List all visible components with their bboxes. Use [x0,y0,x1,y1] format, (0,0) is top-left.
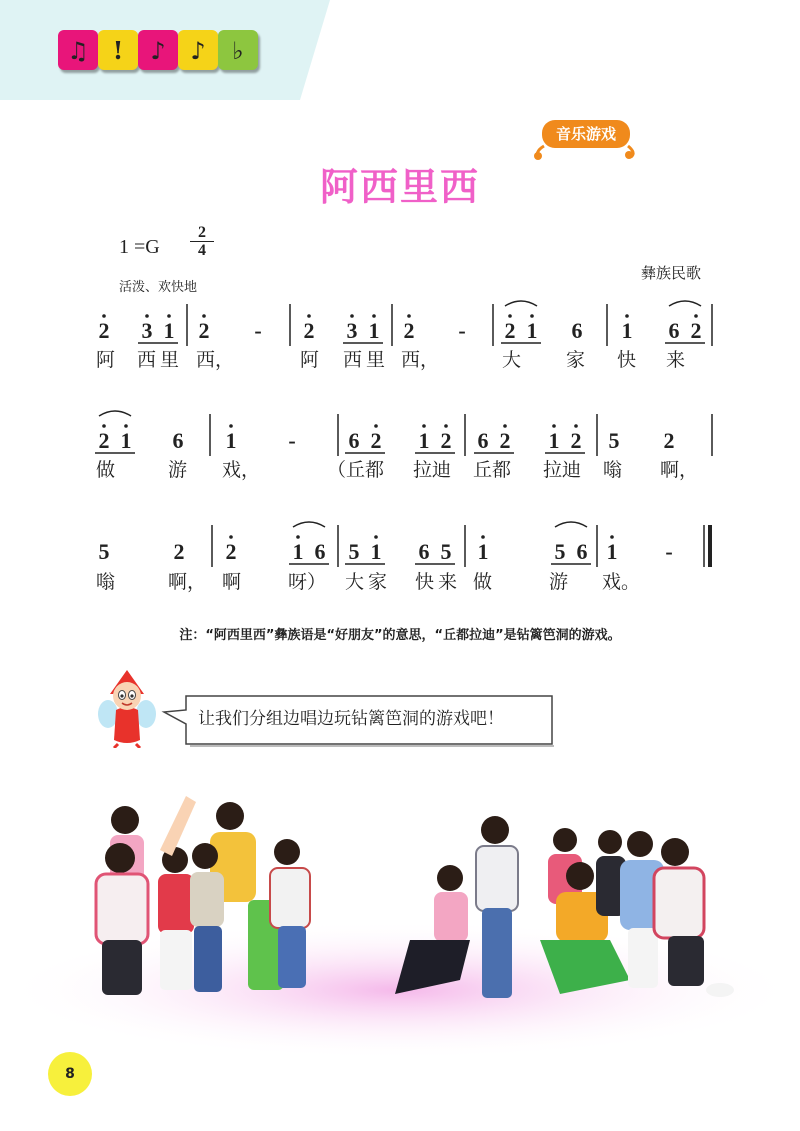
note: 2 [225,539,237,564]
note: - [458,318,466,343]
logo-tile-5: ♭ [218,30,258,70]
lyric: 做 [473,571,493,593]
song-title: 阿西里西 [319,165,480,209]
lyric: 啊 [222,571,242,593]
lyric: 啊， [168,571,207,593]
children-playing-photo [0,780,800,1070]
page-number: 8 [48,1052,92,1096]
note: 1 [621,318,633,343]
note: 5 [608,428,620,453]
lyric: 来 [666,349,686,371]
note: 1 [526,318,538,343]
note: 2 [570,428,582,453]
note: 2 [173,539,185,564]
note: 2 [98,428,110,453]
time-signature-top: 2 [198,224,206,241]
note: 2 [303,318,315,343]
note: 5 [440,539,452,564]
footnote: 注：“阿西里西”彝族语是“好朋友”的意思，“丘都拉迪”是钻篱笆洞的游戏。 [179,628,621,643]
score-line-3 [0,523,800,573]
lyric: 呀） [288,571,327,593]
lyric: 阿 [96,349,116,371]
lyric: 嗡 [96,571,116,593]
note: 5 [348,539,360,564]
time-signature [190,224,214,259]
lyric: 快 [617,349,637,371]
lyric: 西里 [137,349,184,371]
lyric: 啊， [660,459,699,481]
lyric: 西， [196,349,235,371]
key-signature: 1 =G [119,236,160,258]
lyric: 西里 [343,349,390,371]
section-tag: 音乐游戏 [555,125,616,143]
note: 6 [314,539,326,564]
note: 2 [98,318,110,343]
lyric: 拉迪 [413,459,452,481]
time-signature-bottom: 4 [190,241,214,259]
speech-bubble-text: 让我们分组边唱边玩钻篱笆洞的游戏吧！ [198,709,504,729]
song-origin: 彝族民歌 [641,264,702,282]
lyric: 丘都 [473,459,512,481]
note: - [665,539,673,564]
note: 6 [576,539,588,564]
note: 6 [418,539,430,564]
note: 2 [690,318,702,343]
score-line-1 [0,302,800,352]
note: 5 [98,539,110,564]
logo-tile-1: ♫ [58,30,98,70]
note: 2 [663,428,675,453]
note: - [254,318,262,343]
note: 1 [606,539,618,564]
note: 6 [172,428,184,453]
note: 6 [668,318,680,343]
lyric: 大家 [345,571,392,593]
note: 1 [370,539,382,564]
lyric: 拉迪 [543,459,582,481]
logo-tile-4: ♪ [178,30,218,70]
note: 1 [163,318,175,343]
lyric: 快来 [415,571,462,593]
note: 1 [548,428,560,453]
score-line-2 [0,412,800,462]
lyric: 游 [168,459,188,481]
note: 6 [571,318,583,343]
note: 2 [499,428,511,453]
logo-tile-2: ! [98,30,138,70]
note: 5 [554,539,566,564]
lyric: （丘都 [327,459,385,481]
note: 1 [225,428,237,453]
note: 2 [440,428,452,453]
note: 2 [403,318,415,343]
lyric: 游 [549,571,569,593]
note: - [288,428,296,453]
note: 1 [418,428,430,453]
lyric: 做 [96,459,116,481]
logo-tile-3: ♪ [138,30,178,70]
note: 1 [292,539,304,564]
note: 6 [348,428,360,453]
lyric: 大 [502,349,522,371]
note: 1 [120,428,132,453]
note: 1 [368,318,380,343]
lyric: 戏， [222,459,261,481]
lyric: 戏。 [602,571,641,593]
note: 2 [504,318,516,343]
note: 3 [141,318,153,343]
mascot-icon [96,668,158,748]
lyric: 家 [566,349,586,371]
lyric: 嗡 [603,459,623,481]
note: 6 [477,428,489,453]
tempo-marking: 活泼、欢快地 [119,280,198,295]
lyric: 西， [401,349,440,371]
note: 1 [477,539,489,564]
lyric: 阿 [300,349,320,371]
note: 2 [198,318,210,343]
note: 2 [370,428,382,453]
note: 3 [346,318,358,343]
